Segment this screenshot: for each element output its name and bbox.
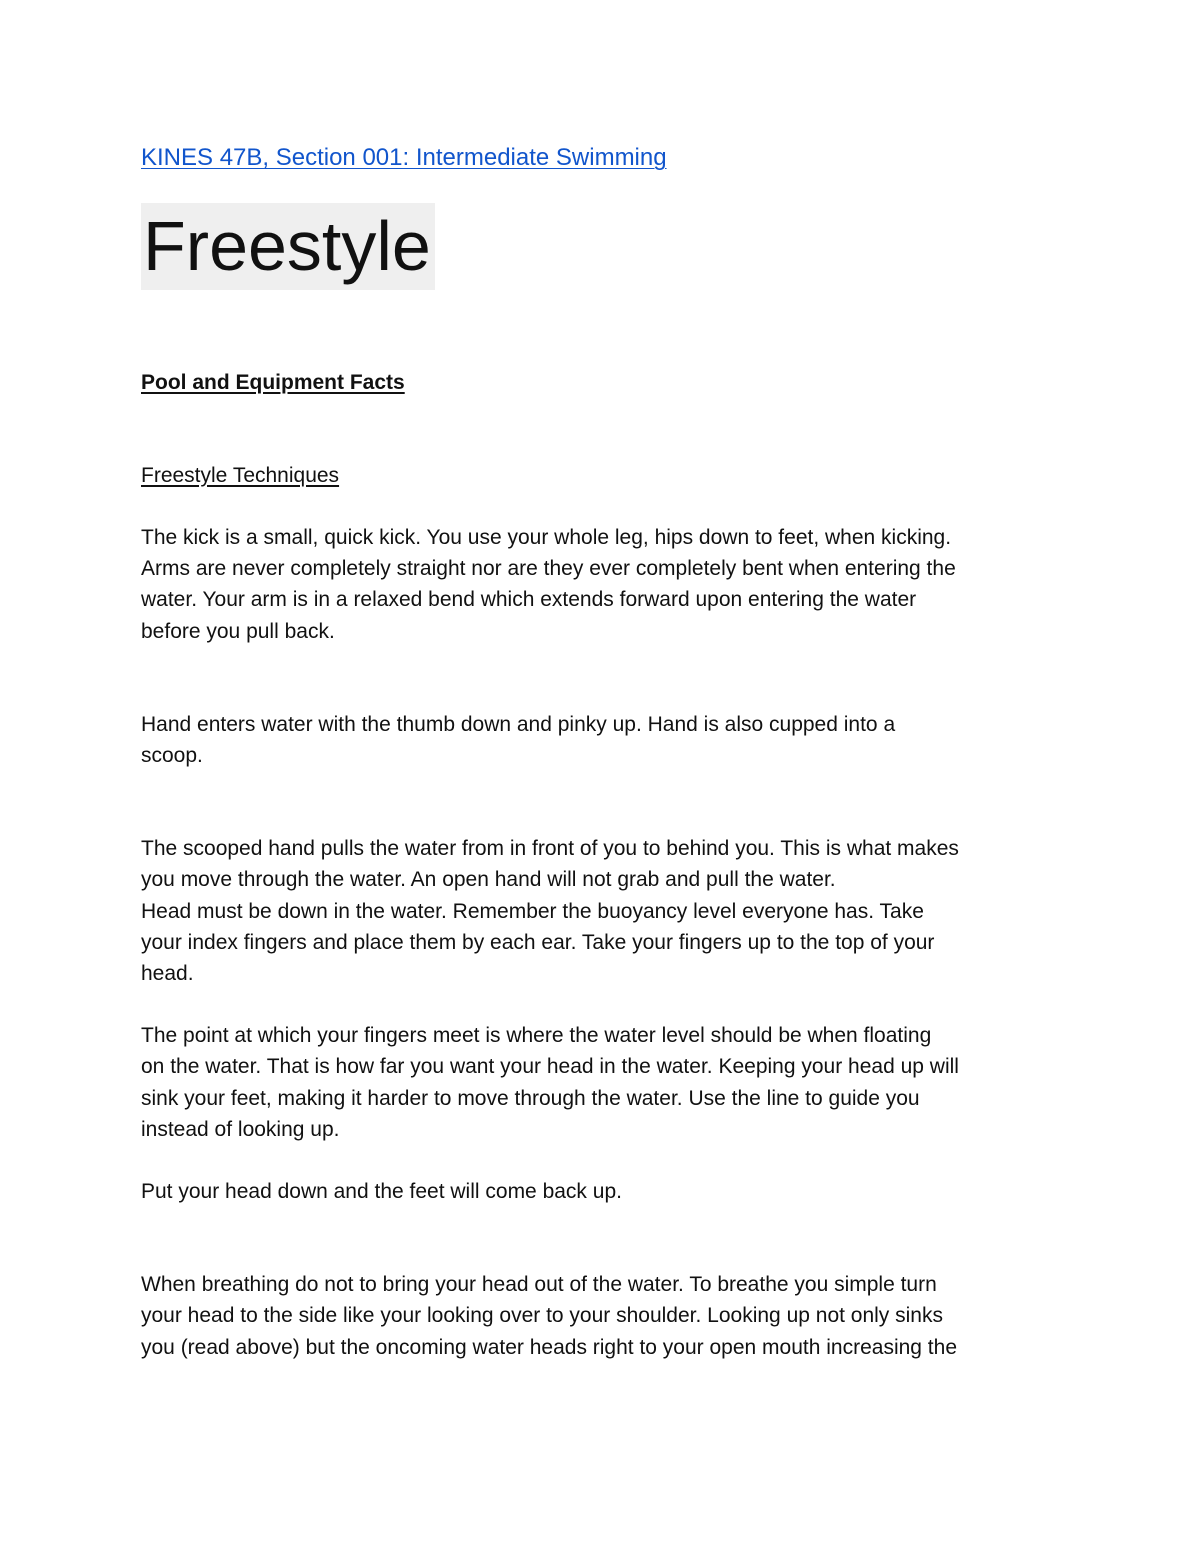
- paragraph-line: The kick is a small, quick kick. You use your whole leg, hips down to feet, when kicking.: [141, 526, 952, 549]
- paragraph-line: on the water. That is how far you want your head in the water. Keeping your head up will: [141, 1055, 959, 1079]
- paragraph-hand-entry: [141, 709, 1071, 771]
- section-heading: Pool and Equipment Facts: [141, 371, 405, 394]
- paragraph-line: you move through the water. An open hand will not grab and pull the water.: [141, 868, 836, 892]
- paragraph-line: scoop.: [141, 744, 203, 768]
- paragraph-line: When breathing do not to bring your head out of the water. To breathe you simple turn: [141, 1273, 937, 1297]
- title-block: [141, 203, 1071, 290]
- paragraph-line: head.: [141, 962, 194, 986]
- paragraph-water-level: [141, 1020, 1071, 1145]
- paragraph-line: sink your feet, making it harder to move through the water. Use the line to guide you: [141, 1086, 920, 1110]
- paragraph-line: before you pull back.: [141, 619, 335, 643]
- paragraph-scooped-hand: [141, 833, 1071, 989]
- paragraph-line: you (read above) but the oncoming water heads right to your open mouth increasing the: [141, 1335, 957, 1359]
- paragraph-line: your head to the side like your looking over to your shoulder. Looking up not only sinks: [141, 1304, 943, 1328]
- course-link[interactable]: KINES 47B, Section 001: Intermediate Swimming: [141, 144, 667, 171]
- document-body: [141, 140, 1071, 1363]
- paragraph-line: Put your head down and the feet will come back up.: [141, 1180, 622, 1204]
- paragraph-line: Hand enters water with the thumb down and pinky up. Hand is also cupped into a: [141, 712, 896, 736]
- paragraph-line: water. Your arm is in a relaxed bend which extends forward upon entering the water: [141, 588, 917, 612]
- paragraph-kick-arms: [141, 522, 1071, 647]
- paragraph-line: Arms are never completely straight nor are they ever completely bent when entering the: [141, 557, 956, 581]
- page-title: Freestyle: [141, 203, 435, 290]
- paragraph-line: The scooped hand pulls the water from in front of you to behind you. This is what makes: [141, 837, 959, 861]
- paragraph-line: The point at which your fingers meet is where the water level should be when floating: [141, 1024, 932, 1048]
- paragraph-head-down: [141, 1176, 1071, 1207]
- paragraph-breathing: [141, 1269, 1071, 1363]
- subheading: Freestyle Techniques: [141, 464, 340, 487]
- paragraph-line: your index fingers and place them by each ear. Take your fingers up to the top of your: [141, 930, 935, 954]
- paragraph-line: instead of looking up.: [141, 1117, 340, 1141]
- paragraph-line: Head must be down in the water. Remember the buoyancy level everyone has. Take: [141, 899, 924, 923]
